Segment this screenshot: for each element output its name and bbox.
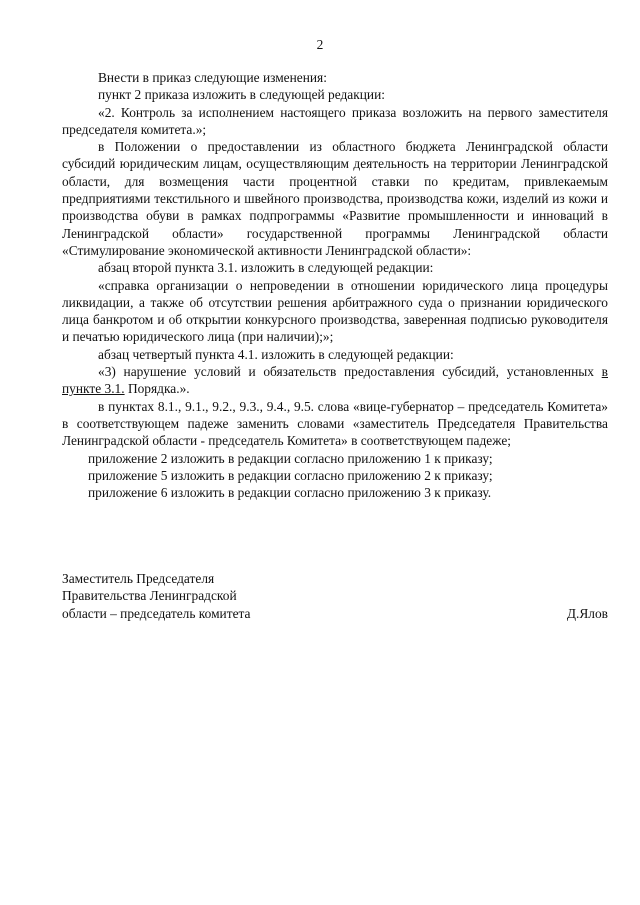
paragraph-regulation: в Положении о предоставлении из областного бюджета Ленинградской области субсидий юридическим лицам, осуществляющим деятельность на территории Ленинградской области, для возмещения части процентной ставки по кредитам, привлекаемым предприятиями текстильного и швейного производства, производства кожи, изделий из кожи и производства обуви в рамках подпрограммы «Развитие промышленности и инноваций в Ленинградской области» государственной программы Ленинградской области «Стимулирование экономической активности Ленинградской области»:	[62, 139, 608, 258]
quote-4-1-end: Порядка.».	[124, 381, 190, 397]
paragraph-item-2: пункт 2 приказа изложить в следующей редакции:	[98, 87, 385, 103]
signature-title-line-1: Заместитель Председателя	[62, 571, 215, 586]
paragraph-quote-2: «2. Контроль за исполнением настоящего приказа возложить на первого заместителя председателя комитета.»;	[62, 104, 608, 137]
document-body	[62, 69, 608, 501]
paragraph-item-3-1: абзац второй пункта 3.1. изложить в следующей редакции:	[98, 260, 434, 276]
paragraph-appendix-5: приложение 5 изложить в редакции согласно приложению 2 к приказу;	[88, 467, 493, 483]
signature-title-line-2: Правительства Ленинградской	[62, 588, 237, 604]
paragraph-appendix-2: приложение 2 изложить в редакции согласно приложению 1 к приказу;	[88, 450, 493, 466]
point-3-1-link[interactable]: в пункте 3.1.	[62, 364, 608, 397]
paragraph-quote-4-1	[62, 363, 608, 398]
page-number: 2	[316, 37, 324, 52]
paragraph-item-4-1: абзац четвертый пункта 4.1. изложить в следующей редакции:	[98, 346, 454, 362]
paragraph-quote-3-1: «справка организации о непроведении в отношении юридического лица процедуры ликвидации, а также об отсутствии решения арбитражного суда о признании юридического лица банкротом и об открытии конкурсного производства, заверенная подписью руководителя и печатью юридического лица (при наличии);»;	[62, 277, 608, 345]
signature-block	[62, 570, 608, 622]
signature-title-line-3: области – председатель комитета	[62, 605, 251, 621]
signatory-name: Д.Ялов	[566, 605, 608, 621]
quote-4-1-start: «3) нарушение условий и обязательств предоставления субсидий, установленных	[98, 364, 602, 380]
paragraph-items-8-9: в пунктах 8.1., 9.1., 9.2., 9.3., 9.4., 9.5. слова «вице-губернатор – председатель Комитета» в соответствующем падеже заменить словами «заместитель Председателя Правительства Ленинградской области - председатель Комитета» в соответствующем падеже;	[62, 398, 608, 449]
paragraph-intro: Внести в приказ следующие изменения:	[98, 70, 327, 85]
paragraph-appendix-6: приложение 6 изложить в редакции согласно приложению 3 к приказу.	[88, 485, 492, 501]
signature-row	[62, 605, 608, 622]
